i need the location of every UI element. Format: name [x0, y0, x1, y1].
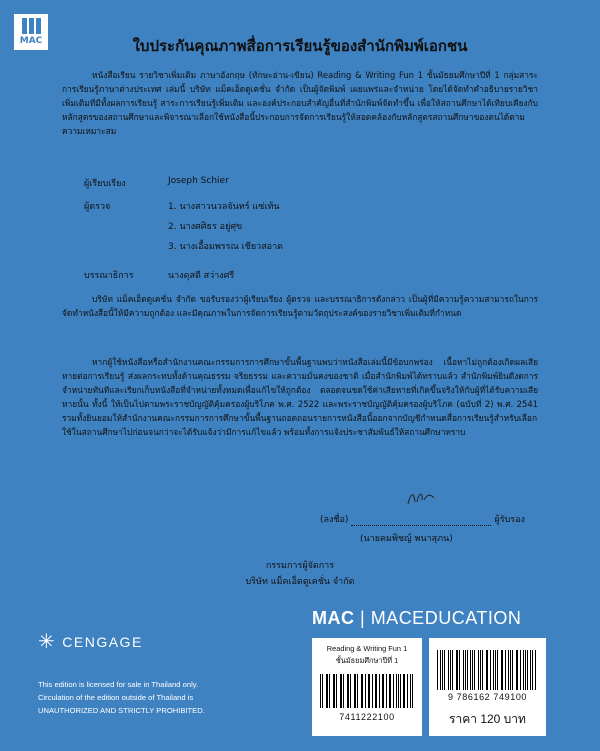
author-label: ผู้เรียบเรียง — [84, 179, 126, 189]
author-row — [84, 176, 283, 190]
author-value: Joseph Schier — [168, 176, 229, 186]
mac-education-text: MACEDUCATION — [370, 608, 522, 628]
sign-line — [320, 512, 525, 526]
barcode-isbn-number: 9 786162 749100 — [447, 692, 528, 702]
reviewer-label: ผู้ตรวจ — [84, 202, 111, 212]
sign-suffix: ผู้รับรอง — [494, 515, 525, 525]
reviewer-row — [84, 199, 283, 259]
mac-education-mark: MAC — [312, 608, 355, 628]
signer-name: (นายคมพิชญ์ พนาสุภน) — [360, 534, 453, 544]
editor-value: นางดุสดี สว่างศรี — [168, 271, 235, 281]
credits-block — [84, 176, 283, 291]
signer-company: บริษัท แม็คเอ็ดดูเคชั่น จำกัด — [245, 577, 355, 587]
signer-org — [0, 558, 600, 590]
mac-logo-bars-icon — [14, 14, 48, 34]
cengage-logo — [38, 632, 143, 652]
price-label: ราคา 120 บาท — [449, 712, 526, 726]
barcode-left-icon — [320, 674, 414, 708]
signer-position: กรรมการผู้จัดการ — [265, 561, 335, 571]
barcode-isbn-icon — [437, 650, 538, 690]
guarantee-paragraph: บริษัท แม็คเอ็ดดูเคชั่น จำกัด ขอรับรองว่าผู้เรียบเรียง ผู้ตรวจ และบรรณาธิการดังกล่าว เป็นผู้ที่มีความรู้ความสามารถในการจัดทำหนังสือนี้ให้มีความถูกต้อง และมีคุณภาพในการจัดการเรียนรู้ตามวัตถุประสงค์ของรายวิชาเพิ่มเติมที่กำหนด — [62, 294, 538, 318]
barcode-box-left — [312, 638, 422, 736]
guarantee-section — [62, 292, 538, 320]
cengage-star-icon: ✳ — [38, 631, 57, 653]
intro-paragraph: หนังสือเรียน รายวิชาเพิ่มเติม ภาษาอังกฤษ (ทักษะอ่าน-เขียน) Reading & Writing Fun 1 ชั้นมัธยมศึกษาปีที่ 1 กลุ่มสาระการเรียนรู้ภาษาต่างประเทศ เล่มนี้ บริษัท แม็คเอ็ดดูเคชั่น จำกัด เป็นผู้จัดพิมพ์ เผยแพร่และจำหน่าย โดยได้จัดทำคำอธิบายรายวิชาเพิ่มเติมที่มีทั้งผลการเรียนรู้ สาระการเรียนรู้เพิ่มเติม และองค์ประกอบสำคัญอื่นที่สำนักพิมพ์จัดทำขึ้น เพื่อให้สถานศึกษาได้เทียบเคียงกับหลักสูตรของสถานศึกษาและพิจารณาเลือกใช้หนังสือนี้ประกอบการจัดการเรียนรู้ให้สอดคล้องกับหลักสูตรสถานศึกษาของตนได้ตามความเหมาะสม — [62, 70, 538, 136]
license-line-2: Circulation of the edition outside of Thailand is — [38, 693, 194, 702]
signature-icon — [405, 488, 439, 512]
sign-prefix: (ลงชื่อ) — [320, 515, 349, 525]
reviewer-1: 1. นางสาวนวลจันทร์ แซ่เท้น — [168, 202, 280, 212]
mac-logo-text: MAC — [19, 36, 43, 46]
mac-education-logo: MAC | MACEDUCATION — [312, 608, 522, 628]
barcode-box-right — [429, 638, 546, 736]
license-notice — [38, 678, 205, 717]
barcode-left-number: 7411222100 — [339, 712, 395, 722]
license-line-1: This edition is licensed for sale in Thailand only. — [38, 680, 199, 689]
license-line-3: UNAUTHORIZED AND STRICTLY PROHIBITED. — [38, 706, 205, 715]
cengage-text: CENGAGE — [62, 634, 143, 650]
reviewer-3: 3. นางเอื้อมพรรณ เชียวสอาด — [168, 242, 283, 252]
barcode-book-title: Reading & Writing Fun 1 — [326, 644, 408, 653]
editor-row — [84, 268, 283, 282]
page-title: ใบประกันคุณภาพสื่อการเรียนรู้ของสำนักพิมพ์เอกชน — [132, 37, 468, 55]
warranty-paragraph: หากผู้ใช้หนังสือหรือสำนักงานคณะกรรมการการศึกษาขั้นพื้นฐานพบว่าหนังสือเล่มนี้มีข้อบกพร่อง เนื้อหาไม่ถูกต้องเกิดผลเสียหายต่อการเรียนรู้ ส่งผลกระทบทั้งด้านคุณธรรม จริยธรรม และความมั่นคงของชาติ เมื่อสำนักพิมพ์ได้ทราบแล้ว สำนักพิมพ์ยินดีงดการจำหน่ายทันทีและเรียกเก็บหนังสือที่จำหน่ายทั้งหมดเพื่อแก้ไขให้ถูกต้อง ตลอดจนชดใช้ค่าเสียหายที่เกิดขึ้นจริงให้กับผู้ที่ได้รับความเสียหายนั้น ทั้งนี้ ให้เป็นไปตามพระราชบัญญัติคุ้มครองผู้บริโภค พ.ศ. 2522 และพระราชบัญญัติคุ้มครองผู้บริโภค (ฉบับที่ 2) พ.ศ. 2541 รวมทั้งยินยอมให้สำนักงานคณะกรรมการการศึกษาขั้นพื้นฐานถอดถอนรายการหนังสือนี้ออกจากบัญชีกำหนดสื่อการเรียนรู้สำหรับเลือกใช้ในสถานศึกษาไปก่อนจนกว่าจะได้รับแจ้งว่ามีการแก้ไขแล้ว พร้อมทั้งการแจ้งประชาสัมพันธ์ให้สถานศึกษาทราบ — [62, 357, 538, 437]
barcode-book-grade: ชั้นมัธยมศึกษาปีที่ 1 — [335, 656, 399, 665]
reviewer-2: 2. นางศศิธร อยู่ศุข — [168, 222, 243, 232]
intro-section — [62, 68, 538, 138]
warranty-section — [62, 355, 538, 439]
editor-label: บรรณาธิการ — [84, 271, 134, 281]
